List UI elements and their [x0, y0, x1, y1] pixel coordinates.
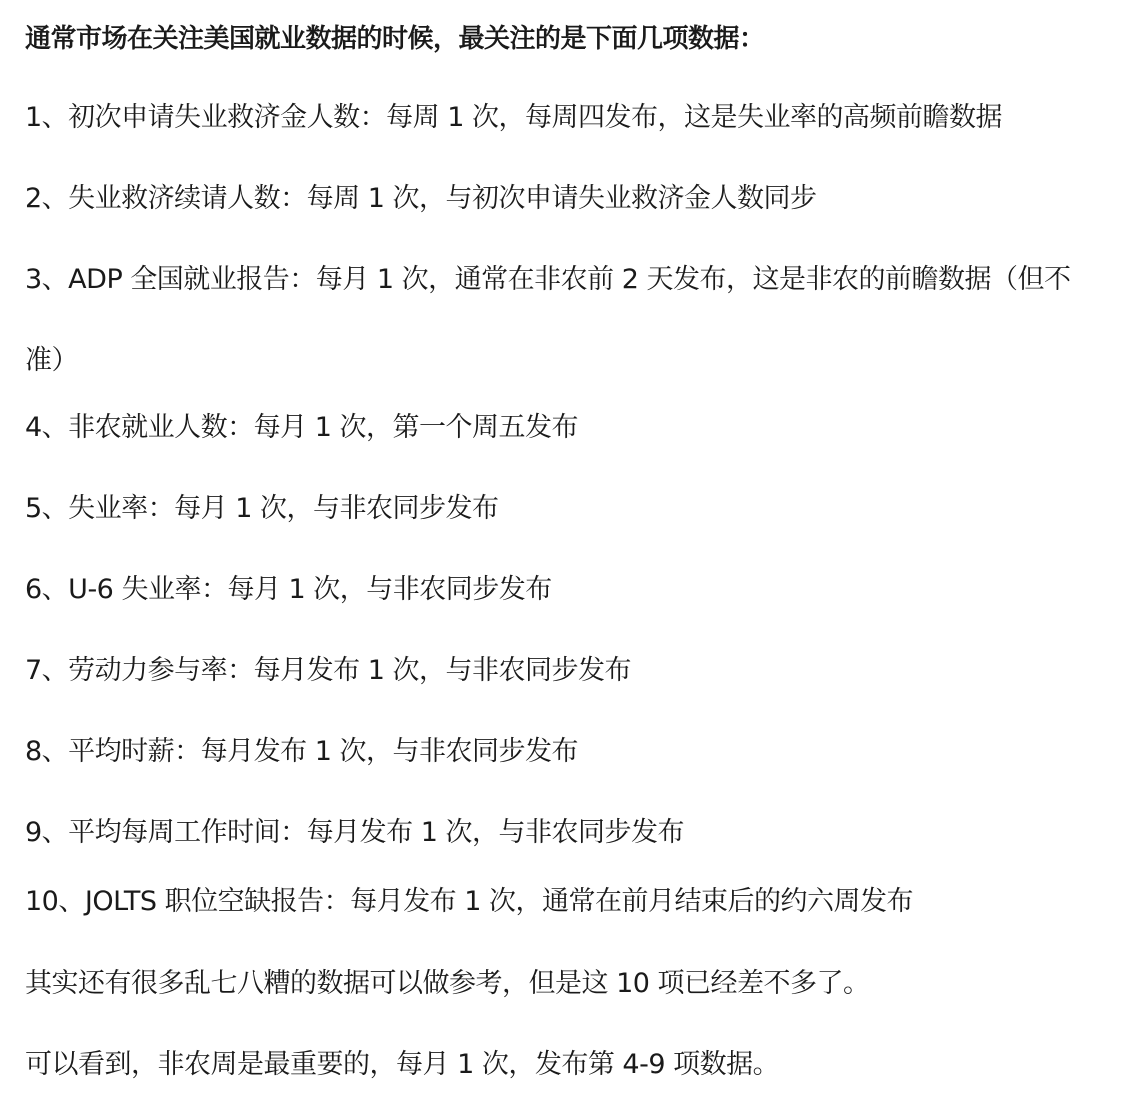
list-item-3: 3、ADP 全国就业报告：每月 1 次，通常在非农前 2 天发布，这是非农的前瞻数据（但不: [25, 264, 1071, 295]
list-item-3-continued: 准）: [25, 345, 78, 376]
list-item-7: 7、劳动力参与率：每月发布 1 次，与非农同步发布: [25, 655, 632, 686]
list-item-6: 6、U-6 失业率：每月 1 次，与非农同步发布: [25, 574, 552, 605]
list-item-5: 5、失业率：每月 1 次，与非农同步发布: [25, 493, 499, 524]
list-item-9: 9、平均每周工作时间：每月发布 1 次，与非农同步发布: [25, 817, 685, 848]
list-item-4: 4、非农就业人数：每月 1 次，第一个周五发布: [25, 412, 579, 443]
list-item-2: 2、失业救济续请人数：每周 1 次，与初次申请失业救济金人数同步: [25, 183, 817, 214]
list-item-8: 8、平均时薪：每月发布 1 次，与非农同步发布: [25, 736, 579, 767]
note-paragraph: 其实还有很多乱七八糟的数据可以做参考，但是这 10 项已经差不多了。: [25, 968, 870, 999]
document-heading: 通常市场在关注美国就业数据的时候，最关注的是下面几项数据：: [25, 24, 765, 54]
list-item-1: 1、初次申请失业救济金人数：每周 1 次，每周四发布，这是失业率的高频前瞻数据: [25, 102, 1003, 133]
conclusion-paragraph: 可以看到，非农周是最重要的，每月 1 次，发布第 4-9 项数据。: [25, 1049, 780, 1080]
list-item-10: 10、JOLTS 职位空缺报告：每月发布 1 次，通常在前月结束后的约六周发布: [25, 886, 913, 917]
